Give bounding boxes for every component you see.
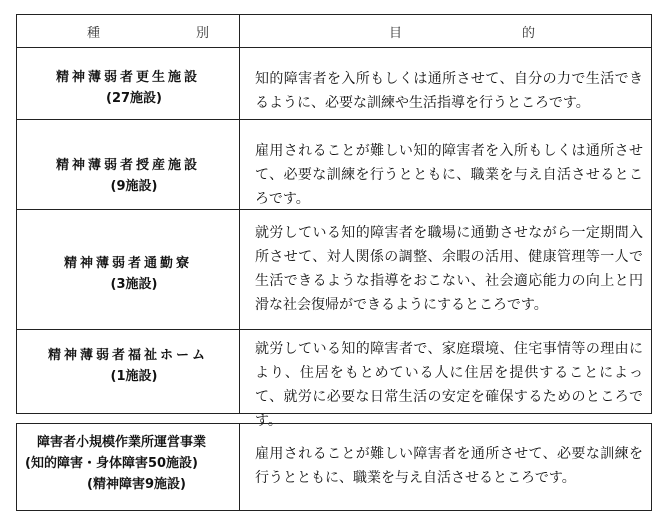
workshop-name-cell bbox=[17, 432, 239, 495]
row-divider bbox=[17, 329, 651, 330]
facility-name-cell bbox=[17, 67, 239, 109]
facility-purpose: 就労している知的障害者で、家庭環境、住宅事情等の理由により、住居をもとめている人に住居を提供することによって、就労に必要な日常生活の安定を確保するためのところです。 bbox=[255, 341, 643, 429]
workshop-count-1: (知的障害・身体障害50施設) bbox=[25, 456, 198, 471]
workshop-name: 障害者小規模作業所運営事業 bbox=[37, 435, 207, 450]
workshop-count-2: (精神障害9施設) bbox=[87, 477, 186, 492]
facility-purpose: 雇用されることが難しい知的障害者を入所もしくは通所させて、必要な訓練を行うとともに、職業を与え自活させるところです。 bbox=[255, 143, 643, 207]
facility-count: (27施設) bbox=[106, 91, 162, 106]
facility-name: 精神薄弱者授産施設 bbox=[55, 158, 200, 173]
header-divider bbox=[17, 47, 651, 48]
facility-name: 精神薄弱者通勤寮 bbox=[63, 256, 192, 271]
facility-purpose: 就労している知的障害者を職場に通勤させながら一定期間入所させて、対人関係の調整、余暇の活用、健康管理等一人で生活できるような指導をおこない、社会適応能力の向上と円滑な社会復帰ができるようにするところです。 bbox=[255, 225, 643, 313]
facility-name: 精神薄弱者更生施設 bbox=[55, 70, 200, 85]
facility-purpose: 知的障害者を入所もしくは通所させて、自分の力で生活できるように、必要な訓練や生活指導を行うところです。 bbox=[255, 71, 643, 111]
facility-count: (1施設) bbox=[110, 369, 158, 384]
column-divider bbox=[239, 15, 240, 413]
column-divider bbox=[239, 424, 240, 510]
workshop-purpose: 雇用されることが難しい障害者を通所させて、必要な訓練を行うとともに、職業を与え自活させるところです。 bbox=[255, 446, 643, 486]
facility-name-cell bbox=[17, 155, 239, 197]
workshop-table bbox=[16, 423, 652, 511]
facility-count: (3施設) bbox=[110, 277, 158, 292]
header-purpose: 目 的 bbox=[389, 25, 535, 41]
facility-name: 精神薄弱者福祉ホーム bbox=[47, 348, 208, 363]
facility-name-cell bbox=[17, 345, 239, 387]
facility-table bbox=[16, 14, 652, 429]
row-divider bbox=[17, 119, 651, 120]
header-type: 種 別 bbox=[87, 25, 209, 41]
facility-name-cell bbox=[17, 253, 239, 295]
facility-count: (9施設) bbox=[110, 179, 158, 194]
row-divider bbox=[17, 209, 651, 210]
